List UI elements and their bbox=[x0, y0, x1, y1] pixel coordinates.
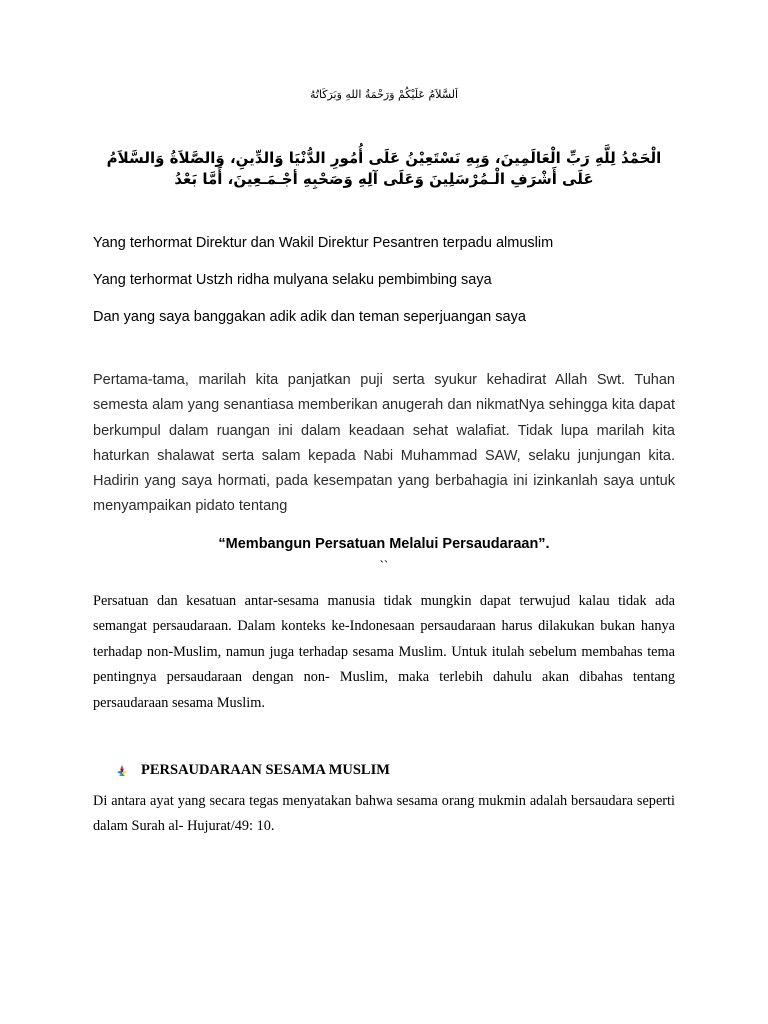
stray-marks: `` bbox=[379, 558, 389, 573]
speech-title: “Membangun Persatuan Melalui Persaudaraan”. bbox=[218, 536, 550, 552]
greeting-line-3: Dan yang saya banggakan adik adik dan teman seperjuangan saya bbox=[93, 309, 526, 325]
section-heading-text: PERSAUDARAAN SESAMA MUSLIM bbox=[141, 762, 390, 778]
hamdalah-opening: الْحَمْدُ لِلَّهِ رَبِّ الْعَالَمِينَ، وَبِهِ نَسْتَعِيْنُ عَلَى أُمُورِ الدُّنْيَا وَالدِّينِ، وَالصَّلاَةُ وَالسَّلاَمُ عَلَى أَشْرَفِ الْـمُرْسَلِينَ وَعَلَى آلِهِ وَصَحْبِهِ أجْـمَـعِينَ، أَمَّا بَعْدُ bbox=[106, 149, 662, 188]
opening-paragraph: Pertama-tama, marilah kita panjatkan puji serta syukur kehadirat Allah Swt. Tuhan semesta alam yang senantiasa memberikan anugerah dan nikmatNya sehingga kita dapat berkumpul dalam ruangan ini dalam keadaan sehat walafiat. Tidak lupa marilah kita haturkan shalawat serta salam kepada Nabi Muhammad SAW, selaku junjungan kita. Hadirin yang saya hormati, pada kesempatan yang berbahagia ini izinkanlah saya untuk menyampaikan pidato tentang bbox=[93, 372, 675, 515]
section-heading bbox=[115, 762, 390, 779]
section-paragraph: Di antara ayat yang secara tegas menyatakan bahwa sesama orang mukmin adalah bersaudara seperti dalam Surah al- Hujurat/49: 10. bbox=[93, 793, 675, 835]
salam-greeting: اَلسَّلاَمُ عَلَيْكُمْ وَرَحْمَةُ اللهِ وَبَرَكَاتُهُ bbox=[309, 88, 459, 101]
colorful-bullet-icon bbox=[115, 764, 129, 778]
greeting-line-1: Yang terhormat Direktur dan Wakil Direktur Pesantren terpadu almuslim bbox=[93, 235, 554, 251]
body-paragraph: Persatuan dan kesatuan antar-sesama manusia tidak mungkin dapat terwujud kalau tidak ada semangat persaudaraan. Dalam konteks ke-Indonesaan persaudaraan harus dilakukan bukan hanya terhadap non-Muslim, namun juga terhadap sesama Muslim. Untuk itulah sebelum membahas tema pentingnya persaudaraan dengan non- Muslim, maka terlebih dahulu akan dibahas tentang persaudaraan sesama Muslim. bbox=[93, 593, 675, 711]
greeting-line-2: Yang terhormat Ustzh ridha mulyana selaku pembimbing saya bbox=[93, 272, 492, 288]
